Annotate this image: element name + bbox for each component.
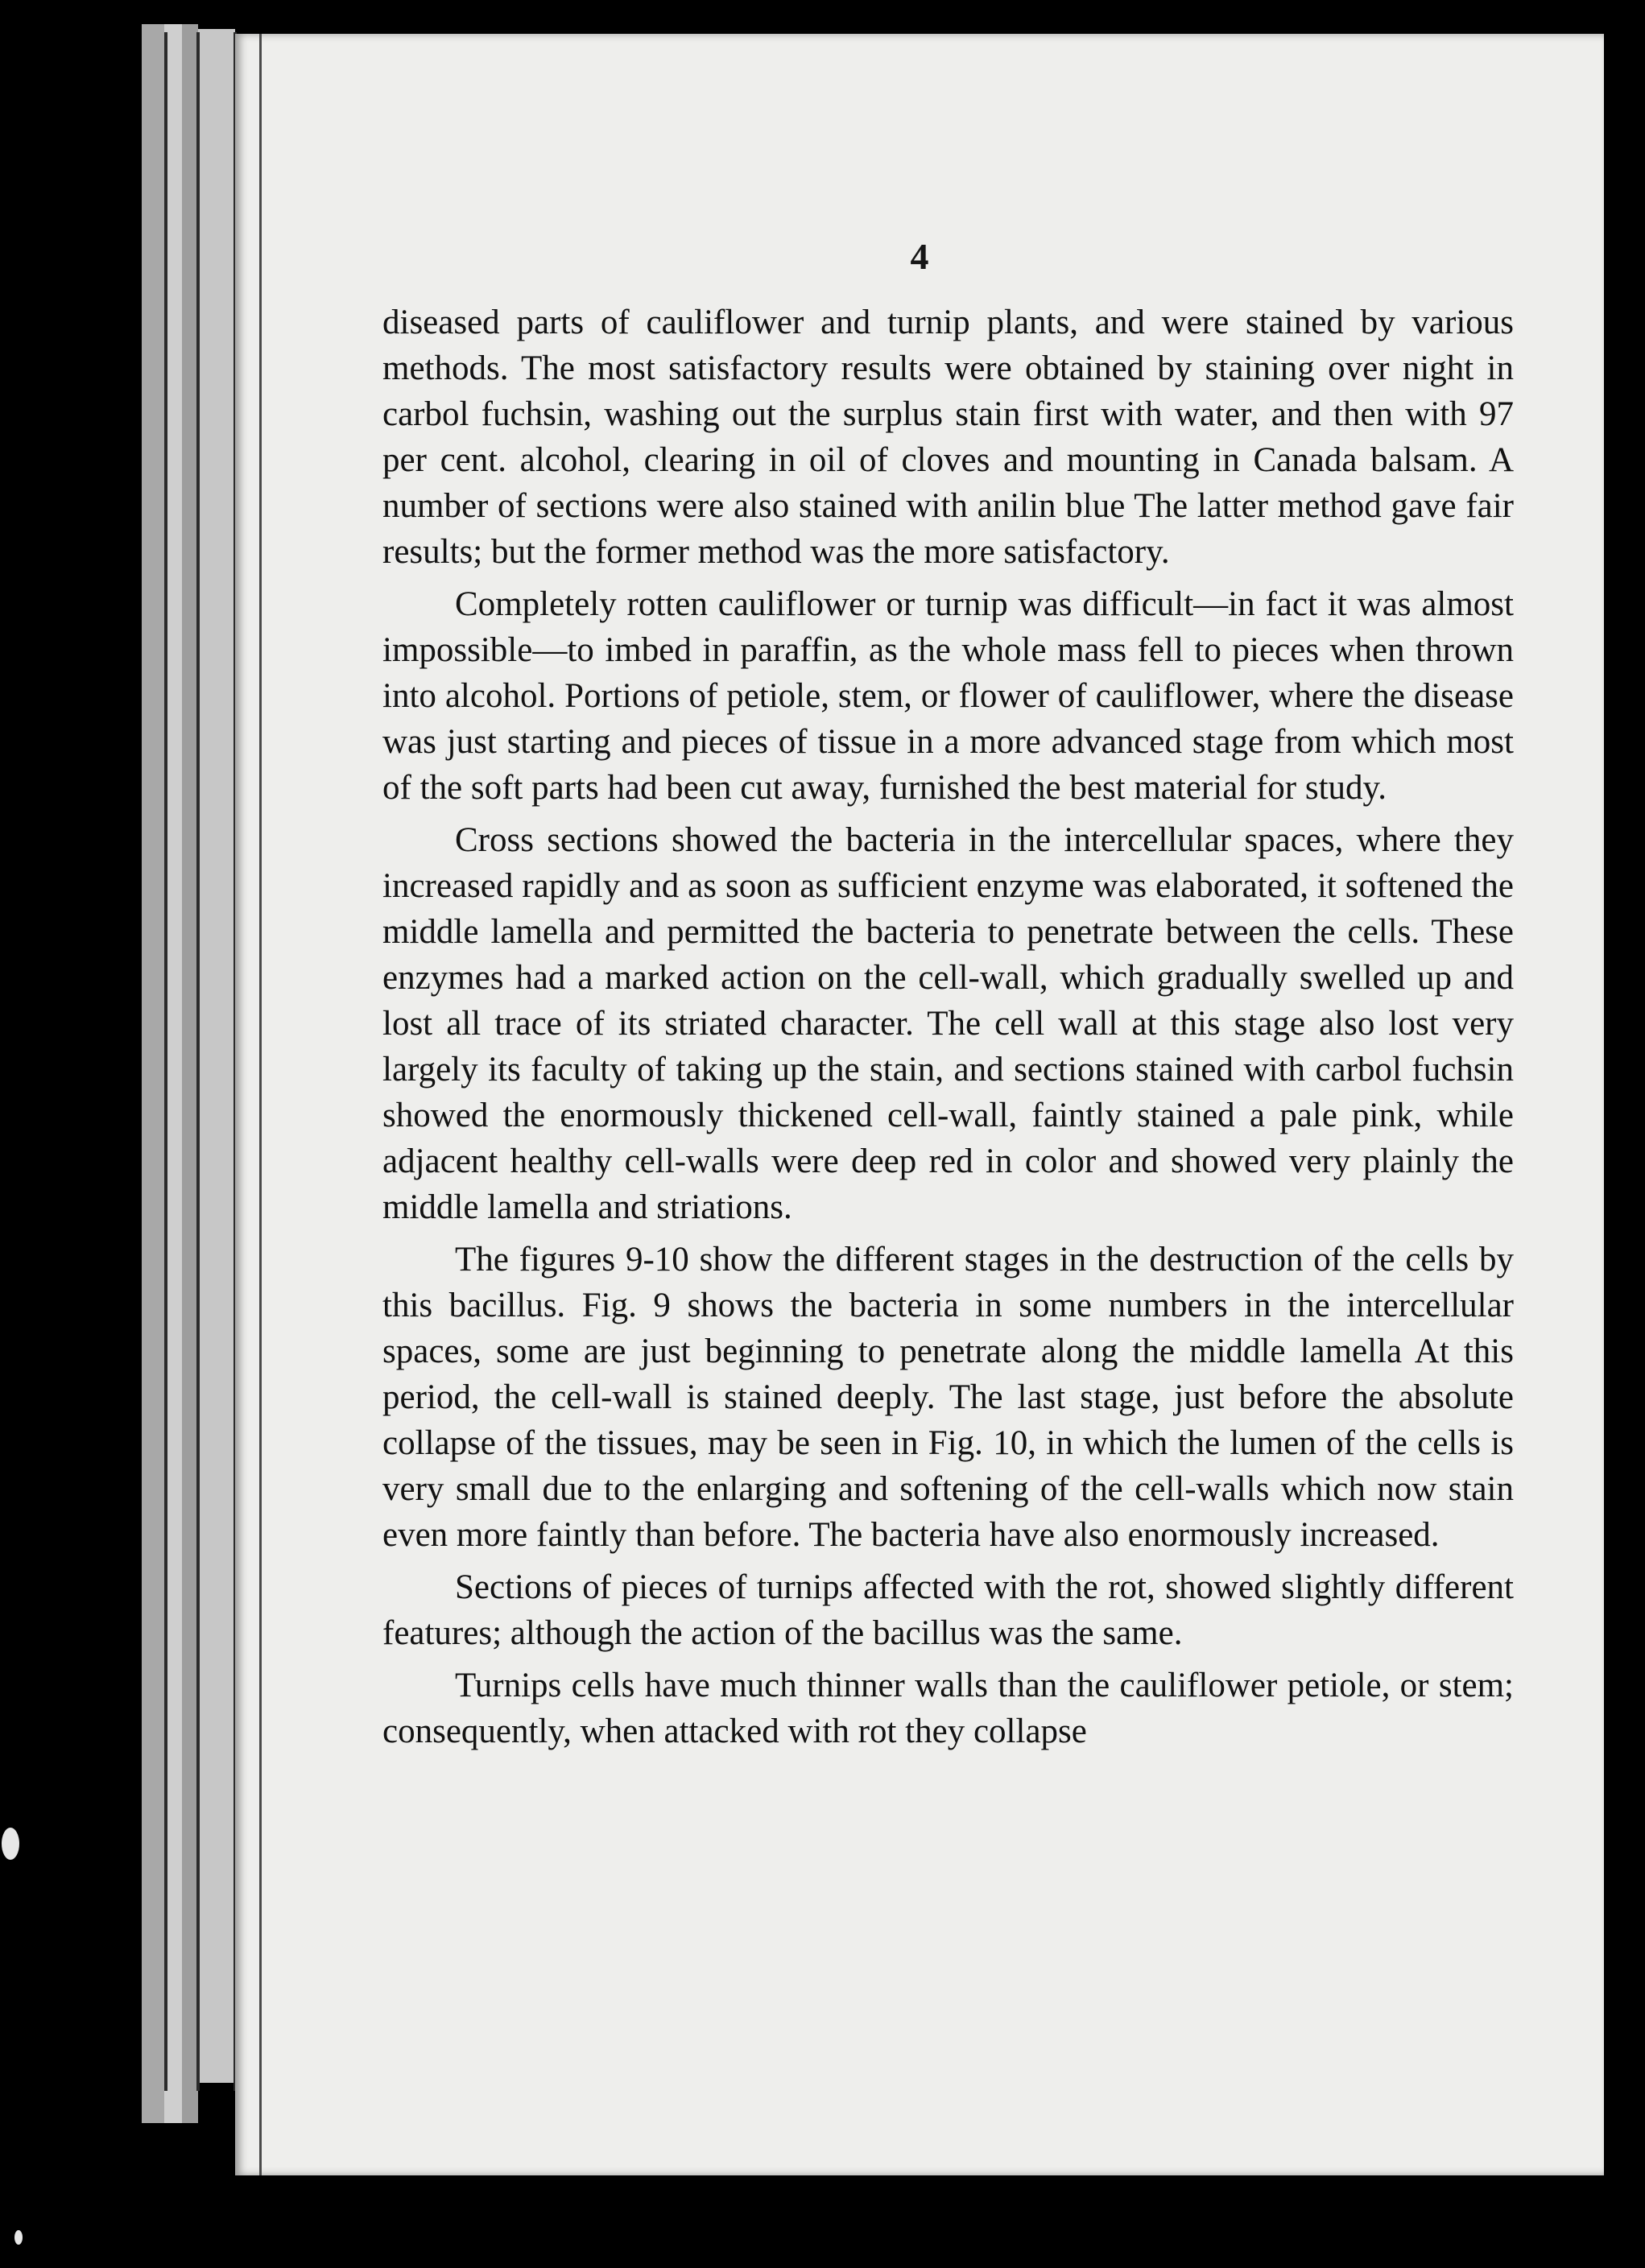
page-edge-line xyxy=(164,32,167,2091)
paragraph: Sections of pieces of turnips affected with the rot, showed slightly different features; although the action of the bacillus was the same. xyxy=(382,1568,1514,1652)
page-number: 4 xyxy=(910,236,929,277)
paragraph: diseased parts of cauliflower and turnip plants, and were stained by various methods. The most satisfactory results were obtained by staining over night in carbol fuchsin, washing out the surplus stain first with water, and then with 97 per cent. alcohol, clearing in oil of cloves and mounting in Canada balsam. A number of sections were also stained with anilin blue The latter method gave fair results; but the former method was the more satisfactory. xyxy=(382,304,1514,571)
page-edge-strip xyxy=(182,24,198,2123)
scan-speck xyxy=(14,2230,23,2245)
paragraph: Turnips cells have much thinner walls than the cauliflower petiole, or stem; consequently, when attacked with rot they collapse xyxy=(382,1667,1514,1750)
scan-speck xyxy=(2,1828,19,1860)
body-text xyxy=(382,300,1514,1761)
paragraph: Completely rotten cauliflower or turnip was difficult—in fact it was almost impossible—to imbed in paraffin, as the whole mass fell to pieces when thrown into alcohol. Portions of petiole, stem, or flower of cauliflower, where the disease was just starting and pieces of tissue in a more advanced stage from which most of the soft parts had been cut away, furnished the best material for study. xyxy=(382,585,1514,807)
paragraph: Cross sections showed the bacteria in the intercellular spaces, where they increased rapidly and as soon as sufficient enzyme was elaborated, it softened the middle lamella and permitted the bacteria to penetrate between the cells. These enzymes had a marked action on the cell-wall, which gradually swelled up and lost all trace of its striated character. The cell wall at this stage also lost very largely its faculty of taking up the stain, and sections stained with carbol fuchsin showed the enormously thickened cell-wall, faintly stained a pale pink, while adjacent healthy cell-walls were deep red in color and showed very plainly the middle lamella and striations. xyxy=(382,821,1514,1226)
page-edge-line xyxy=(196,32,200,2091)
paragraph: The figures 9-10 show the different stages in the destruction of the cells by this bacillus. Fig. 9 shows the bacteria in some numbers in the intercellular spaces, some are just beginning to penetrate along the middle lamella At this period, the cell-wall is stained deeply. The last stage, just before the absolute collapse of the tissues, may be seen in Fig. 10, in which the lumen of the cells is very small due to the enlarging and softening of the cell-walls which now stain even more faintly than before. The bacteria have also enormously increased. xyxy=(382,1241,1514,1554)
page-edge-strip xyxy=(142,24,164,2123)
document-page xyxy=(235,34,1604,2175)
page-edge-strip xyxy=(198,29,235,2083)
page-margin-rule xyxy=(259,34,262,2175)
